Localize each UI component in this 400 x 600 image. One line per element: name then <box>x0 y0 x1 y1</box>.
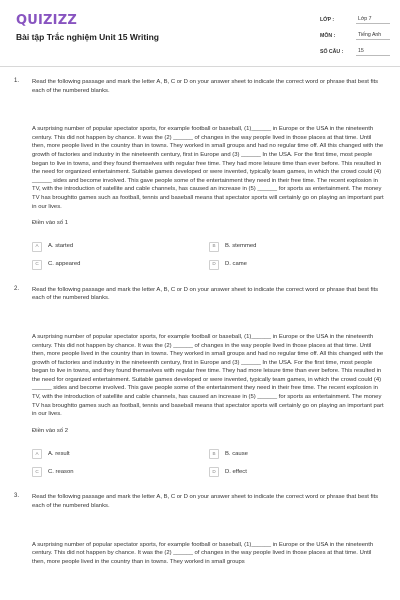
option-letter-box: B <box>209 449 219 459</box>
meta-value: 15 <box>356 48 390 56</box>
option-text: B. cause <box>225 451 248 458</box>
meta-class-row <box>320 12 390 28</box>
question-2 <box>14 286 400 482</box>
option-c[interactable] <box>32 467 209 477</box>
meta-key: LỚP : <box>320 17 335 23</box>
reading-passage: A surprising number of popular spectator sports, for example football or baseball, (1)______ in Europe or the USA in the nineteenth century. This did not happen by chance. It was the (2) ______ of changes in the way people lived in those places at that time. Until then, more people lived in the country than in towns. They worked in small groups and had no regular time off. All this changed with the growth of factories and industry in the nineteenth century, first in Europe and (3) ______ In the USA. For the first time, most people began to live in towns, and they found themselves with regular free time. They had more leisure time than ever before. This resulted in the need for organized entertainment. Suitable games developed or were invented, typically team games, in which the crowd could (4) ______ sides and become involved. This gave people some of the entertainment they need in their free time. The recent explosion in TV, with the introduction of satellite and cable channels, has caused an increase in (5) ______ for sports as entertainment. The money TV has broughtto games such as football, tennis and baseball means that spectator sports will certainly go on playing an important part in our lives. <box>32 126 384 210</box>
option-letter-box: D <box>209 467 219 477</box>
option-a[interactable] <box>32 242 209 252</box>
question-instruction: Read the following passage and mark the letter A, B, C or D on your answer sheet to indicate the correct word or phrase that best fits each of the numbered blanks. <box>32 494 379 510</box>
answer-options <box>32 238 386 274</box>
option-text: A. started <box>48 243 74 250</box>
option-letter-box: C <box>32 467 42 477</box>
option-letter-box: A <box>32 242 42 252</box>
document-title: Bài tập Trắc nghiệm Unit 15 Writing <box>16 32 159 42</box>
option-letter-box: B <box>209 242 219 252</box>
option-text: C. reason <box>48 469 74 476</box>
meta-key: MÔN : <box>320 33 336 39</box>
reading-passage: A surprising number of popular spectator sports, for example football or baseball, (1)______ in Europe or the USA in the nineteenth century. This did not happen by chance. It was the (2) ______ of changes in the way people lived in those places at that time. Until then, more people lived in the country than in towns. They worked in small groups and had no regular time off. All this changed with the growth of factories and industry in the nineteenth century, first in Europe and (3) ______ In the USA. For the first time, most people began to live in towns, and they found themselves with regular free time. They had more leisure time than ever before. This resulted in the need for organized entertainment. Suitable games developed or were invented, typically team games, in which the crowd could (4) ______ sides and become involved. This gave people some of the entertainment they need in their free time. The recent explosion in TV, with the introduction of satellite and cable channels, has caused an increase in (5) ______ for sports as entertainment. The money TV has broughtto games such as football, tennis and baseball means that spectator sports will certainly go on playing an important part in our lives. <box>32 333 384 418</box>
option-a[interactable] <box>32 449 209 459</box>
meta-info <box>320 12 390 60</box>
option-text: A. result <box>48 451 70 458</box>
option-text: D. effect <box>225 469 247 476</box>
question-number: 2. <box>14 285 20 292</box>
meta-count-row <box>320 44 390 60</box>
option-b[interactable] <box>209 449 386 459</box>
question-3 <box>14 493 400 566</box>
reading-passage: A surprising number of popular spectator sports, for example football or baseball, (1)______ in Europe or the USA in the nineteenth century. This did not happen by chance. It was the (2) ______ of changes in the way people lived in those places at that time. Until then, more people lived in the country than in towns. They worked in small groups <box>32 541 374 565</box>
option-text: B. stemmed <box>225 243 257 250</box>
option-text: C. appeared <box>48 261 81 268</box>
quizizz-logo: QUIZIZZ <box>16 13 77 28</box>
meta-subject-row <box>320 28 390 44</box>
option-text: D. came <box>225 261 247 268</box>
question-1 <box>14 78 400 274</box>
header-divider <box>0 66 400 67</box>
meta-key: SỐ CÂU : <box>320 49 344 55</box>
question-instruction: Read the following passage and mark the letter A, B, C or D on your answer sheet to indicate the correct word or phrase that best fits each of the numbered blanks. <box>32 79 379 94</box>
question-number: 3. <box>14 493 20 500</box>
question-list <box>0 78 400 566</box>
option-letter-box: A <box>32 449 42 459</box>
option-letter-box: C <box>32 260 42 270</box>
meta-value: Tiếng Anh <box>356 32 390 40</box>
answer-options <box>32 445 386 481</box>
question-instruction: Read the following passage and mark the letter A, B, C or D on your answer sheet to indicate the correct word or phrase that best fits each of the numbered blanks. <box>32 286 379 302</box>
page-header <box>0 0 400 62</box>
blank-label: Điền vào số 1 <box>32 220 69 227</box>
blank-label: Điền vào số 2 <box>32 427 69 434</box>
option-letter-box: D <box>209 260 219 270</box>
question-number: 1. <box>14 78 20 84</box>
option-d[interactable] <box>209 467 386 477</box>
option-d[interactable] <box>209 260 386 270</box>
meta-value: Lớp 7 <box>356 16 390 24</box>
option-b[interactable] <box>209 242 386 252</box>
option-c[interactable] <box>32 260 209 270</box>
